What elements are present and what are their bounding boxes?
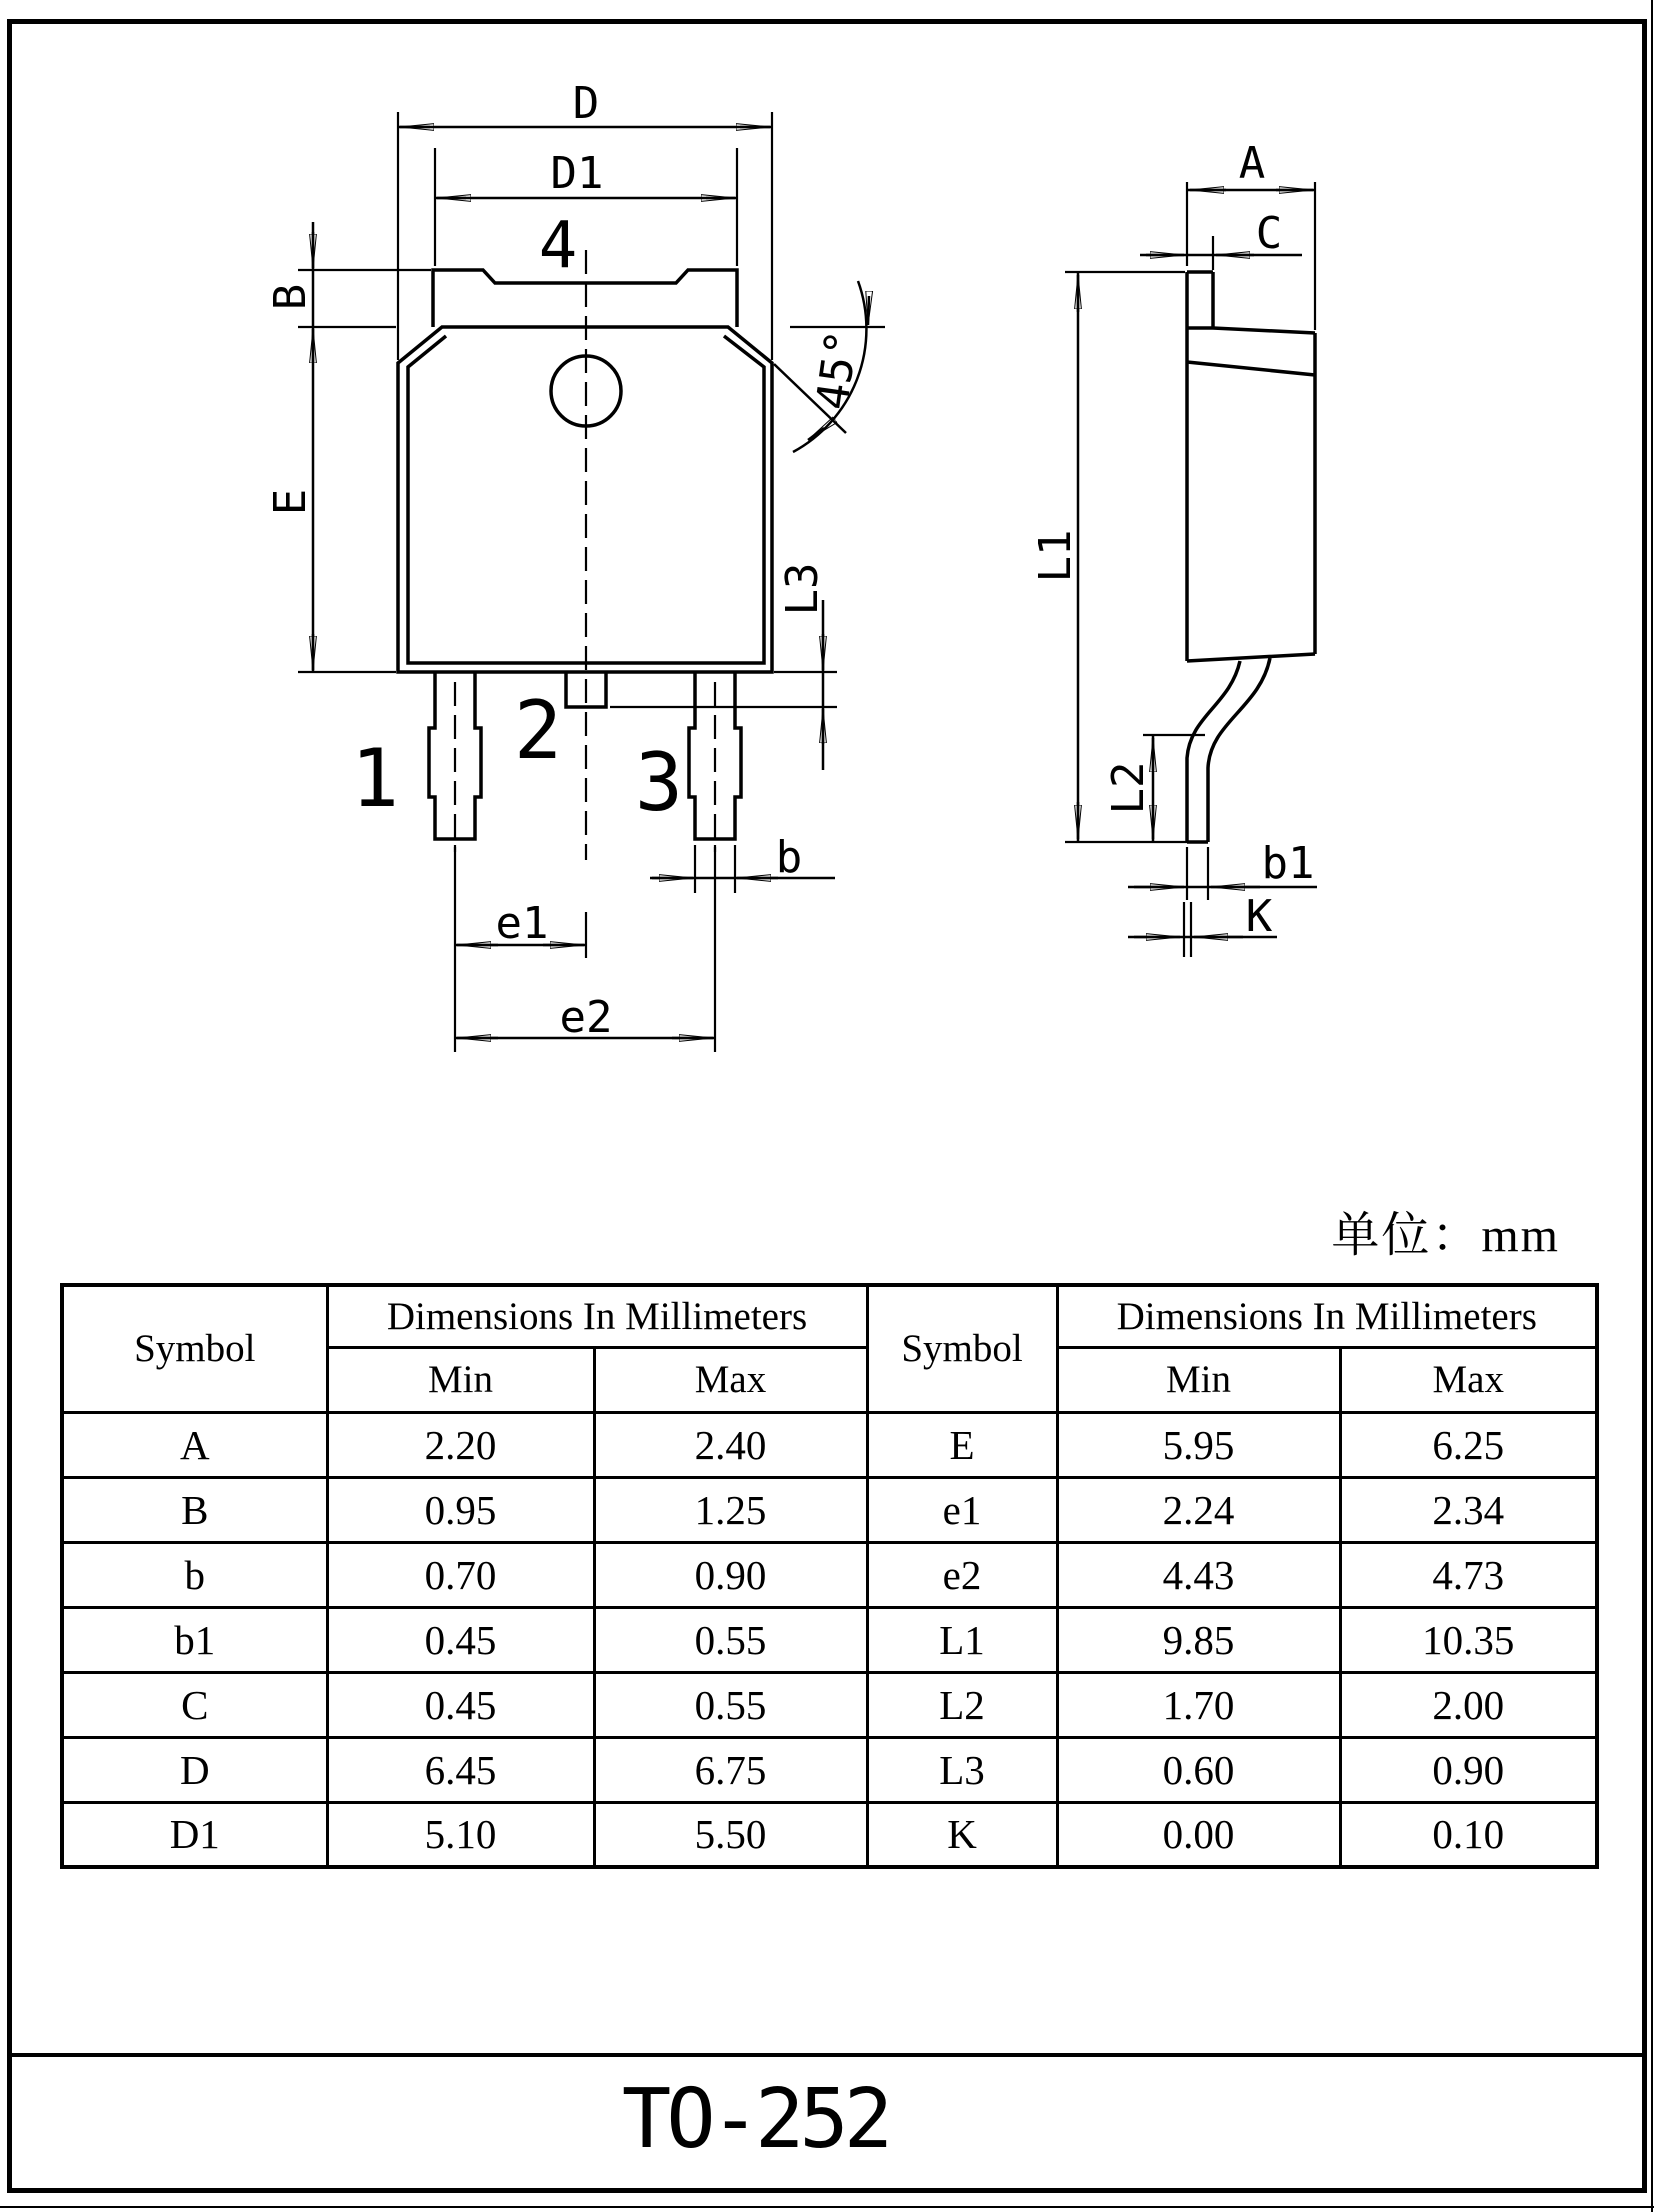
- symbol-cell: L1: [867, 1607, 1057, 1672]
- min-cell: 1.70: [1057, 1672, 1340, 1737]
- max-cell: 0.10: [1340, 1802, 1597, 1867]
- front-view-dimensions: [265, 78, 885, 1052]
- symbol-cell: C: [62, 1672, 327, 1737]
- table-header-min-left: Min: [327, 1347, 594, 1412]
- dim-label-a: A: [1238, 138, 1266, 189]
- table-header-symbol-right: Symbol: [867, 1285, 1057, 1412]
- pin-1-number: 1: [350, 732, 400, 825]
- symbol-cell: E: [867, 1412, 1057, 1477]
- max-cell: 2.00: [1340, 1672, 1597, 1737]
- dim-label-k: K: [1245, 891, 1273, 942]
- table-row: [62, 1607, 1597, 1672]
- min-cell: 0.95: [327, 1477, 594, 1542]
- dim-label-l3: L3: [777, 562, 828, 616]
- dimension-table: [60, 1283, 1599, 1869]
- symbol-cell: L2: [867, 1672, 1057, 1737]
- table-row: [62, 1672, 1597, 1737]
- min-cell: 9.85: [1057, 1607, 1340, 1672]
- dim-label-l1: L1: [1030, 529, 1081, 583]
- dim-label-l2: L2: [1103, 761, 1154, 815]
- max-cell: 2.40: [594, 1412, 867, 1477]
- symbol-cell: K: [867, 1802, 1057, 1867]
- min-cell: 5.10: [327, 1802, 594, 1867]
- table-header-symbol-left: Symbol: [62, 1285, 327, 1412]
- pin-3-number: 3: [634, 736, 684, 829]
- table-row: [62, 1802, 1597, 1867]
- table-header-max-left: Max: [594, 1347, 867, 1412]
- min-cell: 0.60: [1057, 1737, 1340, 1802]
- dim-label-c: C: [1255, 208, 1283, 259]
- max-cell: 1.25: [594, 1477, 867, 1542]
- table-header-min-right: Min: [1057, 1347, 1340, 1412]
- package-name-title: TO-252: [621, 2072, 889, 2167]
- dim-label-45deg: 45°: [806, 327, 869, 413]
- dim-label-b-cap: B: [265, 283, 316, 311]
- pin-2-number: 2: [513, 684, 563, 777]
- table-row: [62, 1412, 1597, 1477]
- min-cell: 0.45: [327, 1607, 594, 1672]
- max-cell: 5.50: [594, 1802, 867, 1867]
- side-view-dimensions: [1030, 138, 1317, 957]
- table-header-max-right: Max: [1340, 1347, 1597, 1412]
- package-outline-drawing: [0, 0, 1654, 1100]
- min-cell: 4.43: [1057, 1542, 1340, 1607]
- max-cell: 0.90: [594, 1542, 867, 1607]
- symbol-cell: b: [62, 1542, 327, 1607]
- symbol-cell: L3: [867, 1737, 1057, 1802]
- pin-4-number: 4: [538, 209, 578, 283]
- symbol-cell: e2: [867, 1542, 1057, 1607]
- units-note: 单位：mm: [1331, 1209, 1560, 1262]
- max-cell: 6.25: [1340, 1412, 1597, 1477]
- max-cell: 0.55: [594, 1607, 867, 1672]
- max-cell: 6.75: [594, 1737, 867, 1802]
- symbol-cell: b1: [62, 1607, 327, 1672]
- table-header-dimensions-left: Dimensions In Millimeters: [327, 1285, 867, 1347]
- min-cell: 5.95: [1057, 1412, 1340, 1477]
- min-cell: 0.00: [1057, 1802, 1340, 1867]
- dim-label-d: D: [572, 78, 600, 129]
- dim-label-d1: D1: [550, 148, 604, 199]
- dim-label-e-cap: E: [265, 488, 316, 516]
- min-cell: 2.20: [327, 1412, 594, 1477]
- dim-label-e1: e1: [495, 898, 549, 949]
- min-cell: 0.70: [327, 1542, 594, 1607]
- table-header-dimensions-right: Dimensions In Millimeters: [1057, 1285, 1597, 1347]
- dim-label-b: b: [775, 832, 803, 883]
- symbol-cell: A: [62, 1412, 327, 1477]
- symbol-cell: D: [62, 1737, 327, 1802]
- max-cell: 4.73: [1340, 1542, 1597, 1607]
- min-cell: 0.45: [327, 1672, 594, 1737]
- min-cell: 2.24: [1057, 1477, 1340, 1542]
- dim-label-b1: b1: [1261, 838, 1315, 889]
- max-cell: 2.34: [1340, 1477, 1597, 1542]
- table-row: [62, 1737, 1597, 1802]
- dim-label-e2: e2: [559, 992, 613, 1043]
- min-cell: 6.45: [327, 1737, 594, 1802]
- symbol-cell: B: [62, 1477, 327, 1542]
- page-edge-right: [1651, 0, 1653, 2212]
- front-view: [398, 250, 772, 860]
- table-row: [62, 1477, 1597, 1542]
- max-cell: 10.35: [1340, 1607, 1597, 1672]
- symbol-cell: D1: [62, 1802, 327, 1867]
- page-edge-bottom: [0, 2206, 1654, 2208]
- max-cell: 0.90: [1340, 1737, 1597, 1802]
- table-row: [62, 1542, 1597, 1607]
- max-cell: 0.55: [594, 1672, 867, 1737]
- side-view: [1187, 272, 1315, 842]
- symbol-cell: e1: [867, 1477, 1057, 1542]
